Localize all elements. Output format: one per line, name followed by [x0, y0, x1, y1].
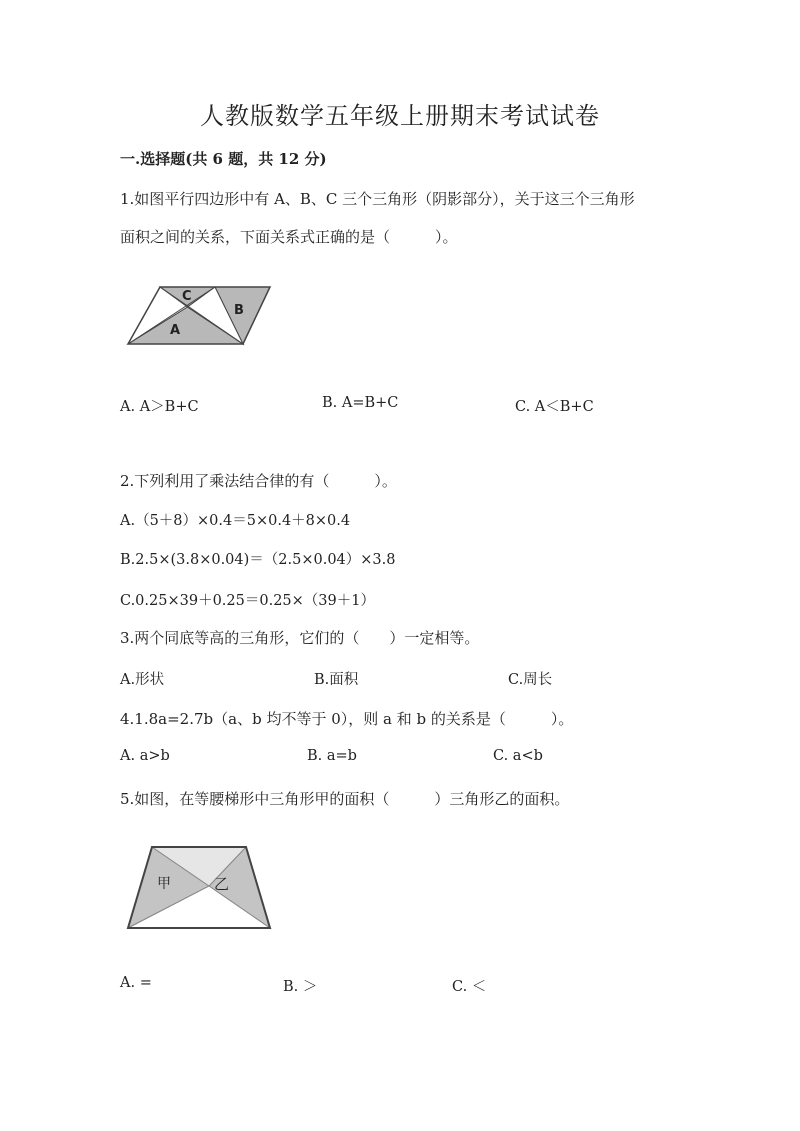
q3-option-a[interactable]: A.形状 [120, 672, 165, 688]
q1-option-c[interactable]: C. A＜B+C [515, 399, 594, 415]
question-4-stem: 4.1.8a=2.7b（a、b 均不等于 0），则 a 和 b 的关系是（ ）。 [120, 710, 574, 728]
q3-option-b[interactable]: B.面积 [314, 672, 359, 688]
q2-option-c[interactable]: C.0.25×39＋0.25＝0.25×（39＋1） [120, 593, 375, 609]
label-c: C [182, 289, 192, 304]
page-title: 人教版数学五年级上册期末考试试卷 [200, 102, 600, 130]
q1-option-a[interactable]: A. A＞B+C [120, 399, 199, 415]
q5-option-b[interactable]: B. ＞ [283, 979, 318, 995]
q3-option-c[interactable]: C.周长 [508, 672, 553, 688]
label-jia: 甲 [157, 876, 171, 892]
parallelogram-figure [120, 280, 280, 352]
q5-option-a[interactable]: A. = [120, 975, 152, 991]
q1-option-b[interactable]: B. A=B+C [322, 395, 399, 411]
q4-option-a[interactable]: A. a>b [120, 748, 170, 764]
question-1-stem-line1: 1.如图平行四边形中有 A、B、C 三个三角形（阴影部分），关于这三个三角形 [120, 190, 635, 208]
section-heading: 一.选择题(共 6 题，共 12 分) [120, 150, 327, 168]
label-yi: 乙 [214, 875, 230, 893]
q4-option-c[interactable]: C. a<b [493, 748, 543, 764]
q2-option-a[interactable]: A.（5＋8）×0.4＝5×0.4＋8×0.4 [120, 513, 351, 529]
label-a: A [170, 323, 181, 338]
question-5-stem: 5.如图，在等腰梯形中三角形甲的面积（ ）三角形乙的面积。 [120, 790, 570, 808]
question-3-stem: 3.两个同底等高的三角形，它们的（ ）一定相等。 [120, 629, 480, 647]
q2-option-b[interactable]: B.2.5×(3.8×0.04)＝（2.5×0.04）×3.8 [120, 552, 396, 568]
label-b: B [234, 303, 244, 318]
q5-option-c[interactable]: C. ＜ [452, 979, 487, 995]
question-1-stem-line2: 面积之间的关系，下面关系式正确的是（ ）。 [120, 228, 458, 246]
trapezoid-figure [124, 842, 276, 934]
q4-option-b[interactable]: B. a=b [307, 748, 357, 764]
question-2-stem: 2.下列利用了乘法结合律的有（ ）。 [120, 472, 397, 490]
